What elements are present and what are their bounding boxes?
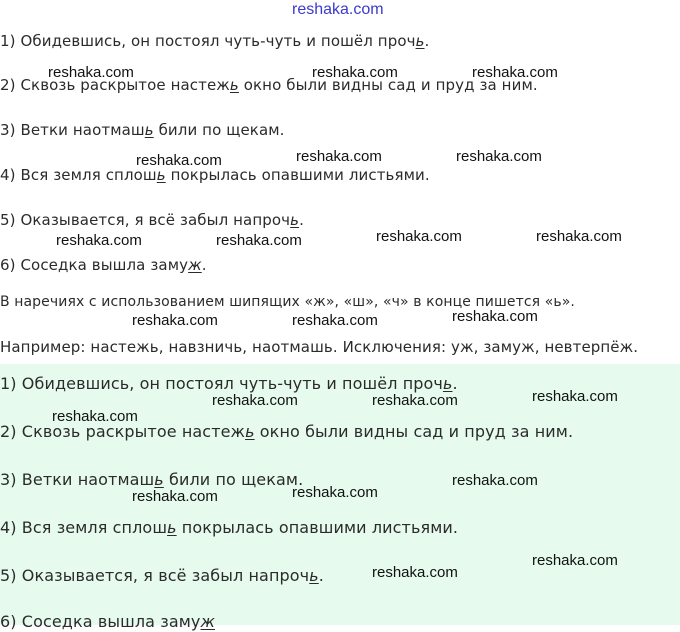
task-item-4: 4) Вся земля сплошь покрылась опавшими листьями. <box>0 166 430 184</box>
answer-letter: ь <box>442 374 453 393</box>
task-item-2: 2) Сквозь раскрытое настежь окно были видны сад и пруд за ним. <box>0 76 538 94</box>
task-item-3: 3) Ветки наотмашь били по щекам. <box>0 121 285 139</box>
answer-letter: ь <box>290 211 300 229</box>
watermark: reshaka.com <box>532 552 618 569</box>
rule-text: В наречиях с использованием шипящих «ж», «ш», «ч» в конце пишется «ь». <box>0 294 575 310</box>
answer-letter: ь <box>144 121 154 139</box>
task-item-5: 5) Оказывается, я всё забыл напрочь. <box>0 211 304 229</box>
watermark: reshaka.com <box>132 488 218 505</box>
answer-item-3: 3) Ветки наотмашь били по щекам. <box>0 470 304 489</box>
example-text: Например: настежь, навзничь, наотмашь. Исключения: уж, замуж, невтерпёж. <box>0 338 639 356</box>
watermark: reshaka.com <box>216 232 302 249</box>
answer-item-5: 5) Оказывается, я всё забыл напрочь. <box>0 566 324 585</box>
watermark: reshaka.com <box>52 408 138 425</box>
watermark: reshaka.com <box>536 228 622 245</box>
watermark: reshaka.com <box>372 564 458 581</box>
answer-letter: ь <box>154 470 164 489</box>
answer-item-1: 1) Обидевшись, он постоял чуть-чуть и пошёл прочь. <box>0 374 458 393</box>
watermark: reshaka.com <box>532 388 618 405</box>
site-logo[interactable]: reshaka.com <box>292 1 384 18</box>
answer-letter: ь <box>229 76 239 94</box>
watermark: reshaka.com <box>372 392 458 409</box>
watermark: reshaka.com <box>136 152 222 169</box>
watermark: reshaka.com <box>452 308 538 325</box>
watermark: reshaka.com <box>376 228 462 245</box>
watermark: reshaka.com <box>312 64 398 81</box>
answer-letter: ь <box>245 422 255 441</box>
watermark: reshaka.com <box>56 232 142 249</box>
watermark: reshaka.com <box>452 472 538 489</box>
task-item-1: 1) Обидевшись, он постоял чуть-чуть и пошёл прочь. <box>0 32 430 50</box>
watermark: reshaka.com <box>292 484 378 501</box>
watermark: reshaka.com <box>292 312 378 329</box>
watermark: reshaka.com <box>48 64 134 81</box>
answer-item-6: 6) Соседка вышла замуж <box>0 612 216 631</box>
watermark: reshaka.com <box>212 392 298 409</box>
answer-letter: ь <box>167 518 177 537</box>
answer-letter: ь <box>156 166 166 184</box>
watermark: reshaka.com <box>296 148 382 165</box>
watermark: reshaka.com <box>472 64 558 81</box>
answer-letter: ь <box>309 566 319 585</box>
answer-letter: ь <box>415 32 425 50</box>
answer-letter: ж <box>188 256 202 274</box>
answer-item-4: 4) Вся земля сплошь покрылась опавшими листьями. <box>0 518 459 537</box>
watermark: reshaka.com <box>132 312 218 329</box>
watermark: reshaka.com <box>456 148 542 165</box>
answer-letter: ж <box>200 612 216 631</box>
task-item-6: 6) Соседка вышла замуж. <box>0 256 207 274</box>
answer-item-2: 2) Сквозь раскрытое настежь окно были видны сад и пруд за ним. <box>0 422 574 441</box>
